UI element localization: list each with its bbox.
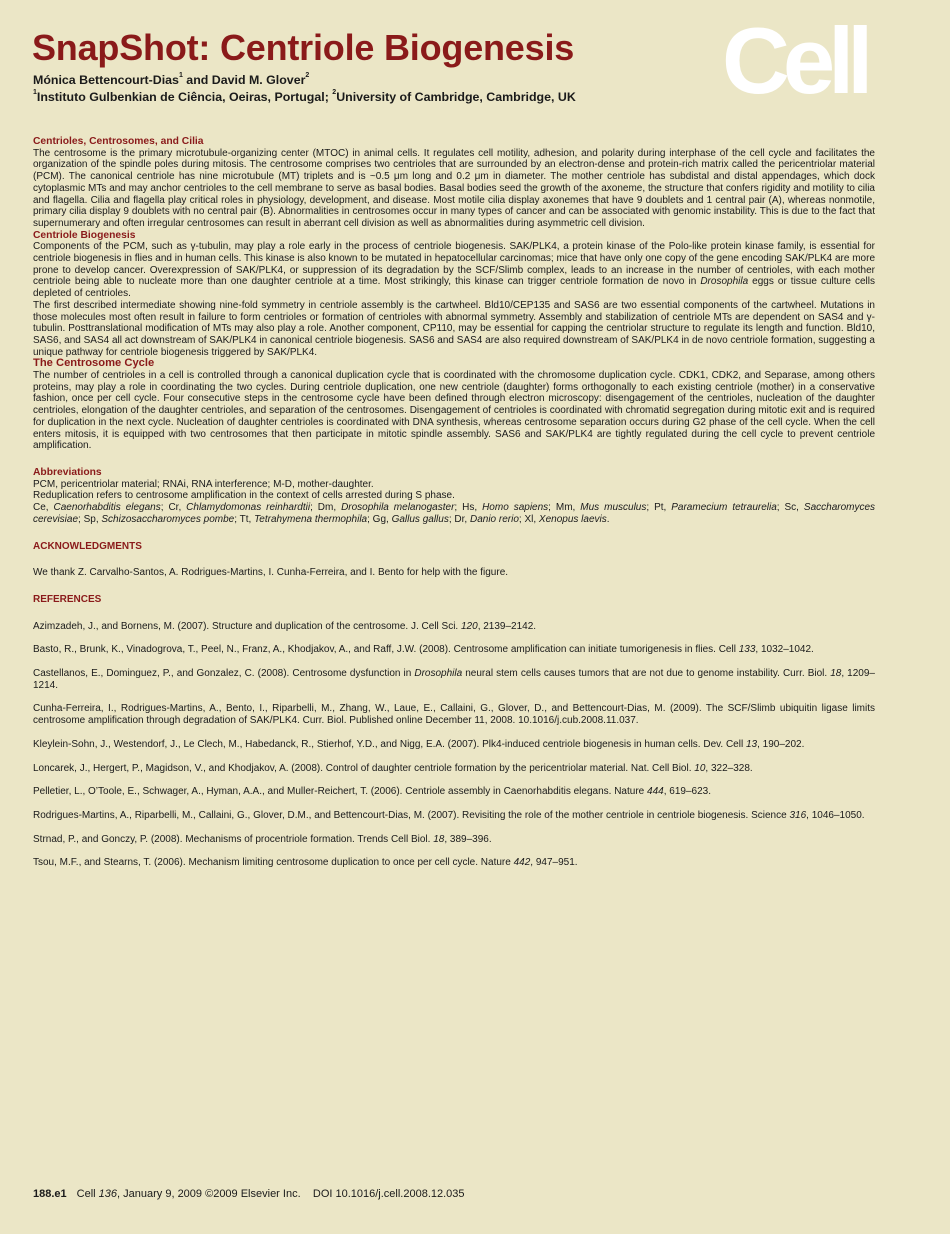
species-name: Tetrahymena thermophila bbox=[254, 513, 368, 525]
page-title: SnapShot: Centriole Biogenesis bbox=[32, 27, 575, 68]
article-body bbox=[33, 136, 875, 881]
reference-item: Strnad, P., and Gonczy, P. (2008). Mechanisms of procentriole formation. Trends Cell Biol. 18, 389–396. bbox=[33, 833, 492, 845]
section-text-cycle: The number of centrioles in a cell is controlled through a canonical duplication cycle that is coordinated with the chromosome duplication cycle. CDK1, CDK2, and Separase, among others proteins, may play a role in coordinating the two cycles. During centriole duplication, one new centriole (daughter) forms orthogonally to each existing centriole (mother) in a conservative fashion, once per cell cycle. Four consecutive steps in the centrosome cycle have been defined through electron microscopy: disengagement of the centrioles, nucleation of the daughter centrioles, elongation of the daughter centrioles, and separation of the centrosomes. Disengagement of centrioles is coordinated with chromatid segregation during mitotic exit and is required for duplication in the next cycle. Nucleation of daughter centrioles is coordinated with DNA synthesis, whereas centrosome separation occurs during G2 phase of the cell cycle. When the cell enters mitosis, it is equipped with two centrosomes that then participate in mitotic spindle assembly. SAS6 and SAK/PLK4 are tightly regulated during the cell cycle to prevent centriole amplification. bbox=[33, 370, 875, 452]
reference-list bbox=[33, 621, 875, 869]
references-heading: REFERENCES bbox=[33, 593, 102, 605]
section-text-biogenesis-1: Components of the PCM, such as γ-tubulin, may play a role early in the process of centriole biogenesis. SAK/PLK4, a protein kinase of the Polo-like protein kinase family, is essential for centriole biogenesis in flies and in human cells. This kinase is also known to be mutated in hepatocellular carcinomas; mice that have only one copy of the gene encoding SAK/PLK4 are more prone to develop cancer. Overexpression of SAK/PLK4, or suppression of its degradation by the SCF/Slimb complex, leads to an increase in the number of centrioles, with each mother centriole being able to nucleate more than one daughter centriole at a time. Most strikingly, this kinase can trigger centriole formation de novo in Drosophila eggs or tissue culture cells depleted of centrioles. bbox=[33, 241, 875, 300]
species-code: Gg, bbox=[372, 513, 392, 525]
reference-item: Kleylein-Sohn, J., Westendorf, J., Le Clech, M., Habedanck, R., Stierhof, Y.D., and Nigg, E.A. (2007). Plk4-induced centriole biogenesis in human cells. Dev. Cell 13, 190–202. bbox=[33, 738, 805, 750]
species-code: Pt, bbox=[654, 502, 672, 514]
abbreviations bbox=[33, 467, 875, 526]
reference-item: Rodrigues-Martins, A., Riparbelli, M., Callaini, G., Glover, D.M., and Bettencourt-Dias, M. (2007). Revisiting the role of the mother centriole in centriole biogenesis. Science 316, 1046–1050. bbox=[33, 809, 865, 821]
species-code: Dr, bbox=[454, 513, 470, 525]
page-footer: 188.e1 Cell 136, January 9, 2009 ©2009 Elsevier Inc. DOI 10.1016/j.cell.2008.12.035 bbox=[33, 1188, 465, 1200]
acknowledgments-text: We thank Z. Carvalho-Santos, A. Rodrigues-Martins, I. Cunha-Ferreira, and I. Bento for help with the figure. bbox=[33, 567, 509, 579]
page-number: 188.e1 bbox=[33, 1188, 67, 1200]
species-name: Gallus gallus bbox=[391, 513, 449, 525]
species-code: Tt, bbox=[239, 513, 255, 525]
species-abbreviations: Ce, Caenorhabditis elegans; Cr, Chlamydomonas reinhardtii; Dm, Drosophila melanogaster; Hs, Homo sapiens; Mm, Mus musculus; Pt, Paramecium tetraurelia; Sc, Saccharomyces cerevisiae; Sp, Schizosaccharomyces pombe; Tt, Tetrahymena thermophila; Gg, Gallus gallus; Dr, Danio rerio; Xl, Xenopus laevis. bbox=[33, 502, 876, 525]
section-heading-cilia: Centrioles, Centrosomes, and Cilia bbox=[33, 136, 204, 147]
affiliations: $^1$Instituto Gulbenkian de Ciência, Oeiras, Portugal; $^2$University of Cambridge, Cambridge, UK bbox=[33, 89, 576, 104]
section-text-cilia: The centrosome is the primary microtubule-organizing center (MTOC) in animal cells. It regulates cell motility, adhesion, and polarity during interphase of the cell cycle and facilitates the organization of the spindle poles during mitosis. The centrosome comprises two centrioles that are surrounded by an electron-dense and protein-rich matrix called the pericentriolar material (PCM). The canonical centriole has nine microtubule (MT) triplets and is ~0.5 μm long and 0.2 μm in diameter. The mother centriole has subdistal and distal appendages, which dock cytoplasmic MTs and may anchor centrioles to the cell membrane to serve as basal bodies. Basal bodies seed the growth of the axoneme, the structure that confers rigidity and motility to cilia and flagella. Cilia and flagella play critical roles in physiology, development, and disease. Most motile cilia display axonemes that have 9 doublets and 1 central pair (A), whereas nonmotile, primary cilia display 9 doublets with no central pair (B). Abnormalities in centrosomes occur in many types of cancer and can be associated with genomic instability. This is due to the fact that supernumerary and often irregular centrosomes can result in aberrant cell division as well as abnormalities during asymmetric cell division. bbox=[33, 147, 875, 229]
species-code: Mm, bbox=[555, 502, 581, 514]
cell-logo: Cell bbox=[722, 8, 867, 113]
species-code: Sc, bbox=[784, 502, 804, 514]
species-name: Drosophila melanogaster bbox=[341, 502, 455, 514]
abbreviations-heading: Abbreviations bbox=[33, 466, 102, 478]
species-name: Xenopus laevis bbox=[538, 513, 607, 525]
species-code: Dm, bbox=[317, 502, 342, 514]
reference-item: Tsou, M.F., and Stearns, T. (2006). Mechanism limiting centrosome duplication to once per cell cycle. Nature 442, 947–951. bbox=[33, 857, 578, 869]
reference-item: Basto, R., Brunk, K., Vinadogrova, T., Peel, N., Franz, A., Khodjakov, A., and Raff, J.W. (2008). Centrosome amplification can initiate tumorigenesis in flies. Cell 133, 1032–1042. bbox=[33, 644, 814, 656]
acknowledgments-heading: ACKNOWLEDGMENTS bbox=[33, 540, 142, 552]
doi: DOI 10.1016/j.cell.2008.12.035 bbox=[312, 1188, 465, 1200]
species-code: Hs, bbox=[462, 502, 483, 514]
reference-item: Castellanos, E., Dominguez, P., and Gonzalez, C. (2008). Centrosome dysfunction in Drosophila neural stem cells causes tumors that are not due to genome instability. Curr. Biol. 18, 1209–1214. bbox=[33, 668, 875, 691]
species-name: Paramecium tetraurelia bbox=[671, 502, 777, 514]
species-code: Ce, bbox=[33, 502, 54, 514]
species-name: Homo sapiens bbox=[482, 502, 549, 514]
species-code: Sp, bbox=[83, 513, 102, 525]
section-heading-biogenesis: Centriole Biogenesis bbox=[33, 229, 136, 241]
species-name: Caenorhabditis elegans bbox=[53, 502, 161, 514]
species-code: Xl, bbox=[524, 513, 539, 525]
species-name: Chlamydomonas reinhardtii bbox=[186, 502, 311, 514]
section-heading-cycle: The Centrosome Cycle bbox=[33, 357, 155, 370]
species-code: Cr, bbox=[168, 502, 187, 514]
species-name: Saccharomyces cerevisiae bbox=[33, 502, 876, 525]
species-name: Schizosaccharomyces pombe bbox=[101, 513, 235, 525]
reference-item: Pelletier, L., O’Toole, E., Schwager, A., Hyman, A.A., and Muller-Reichert, T. (2006). Centriole assembly in Caenorhabditis elegans. Nature 444, 619–623. bbox=[33, 786, 711, 798]
species-name: Mus musculus bbox=[580, 502, 647, 514]
abbreviations-line-1: PCM, pericentriolar material; RNAi, RNA interference; M-D, mother-daughter. bbox=[33, 478, 374, 490]
reference-item: Cunha-Ferreira, I., Rodrigues-Martins, A., Bento, I., Riparbelli, M., Zhang, W., Laue, E., Callaini, G., Glover, D., and Bettencourt-Dias, M. (2009). The SCF/Slimb ubiquitin ligase limits centrosome amplification through degradation of SAK/PLK4. Curr. Biol. Published online December 11, 2008. 10.1016/j.cub.2008.11.037. bbox=[33, 703, 875, 727]
abbreviations-line-2: Reduplication refers to centrosome amplification in the context of cells arrested during S phase. bbox=[33, 490, 455, 502]
reference-item: Azimzadeh, J., and Bornens, M. (2007). Structure and duplication of the centrosome. J. Cell Sci. 120, 2139–2142. bbox=[33, 620, 537, 632]
reference-item: Loncarek, J., Hergert, P., Magidson, V., and Khodjakov, A. (2008). Control of daughter centriole formation by the pericentriolar material. Nat. Cell Biol. 10, 322–328. bbox=[33, 762, 753, 774]
species-name: Danio rerio bbox=[469, 513, 519, 525]
authors: Mónica Bettencourt-Dias$^1$ and David M. Glover$^2$ bbox=[33, 72, 310, 87]
section-text-biogenesis-2: The first described intermediate showing nine-fold symmetry in centriole assembly is the cartwheel. Bld10/CEP135 and SAS6 are two essential components of the cartwheel. Mutations in those molecules most often result in failure to form centrioles or formation of centrioles with abnormal symmetry. Assembly and stabilization of centriole MTs are dependent on SAS4 and γ-tubulin. Posttranslational modification of MTs may also play a role. Another component, CP110, may be essential for capping the centriolar structure to regulate its length and function. Bld10, SAS6, and SAS4 all act downstream of SAK/PLK4 in canonical centriole biogenesis. SAS6 and SAS4 are also required downstream of SAK/PLK4 in de novo centriole formation, suggesting a unique pathway for centriole biogenesis triggered by SAK/PLK4. bbox=[33, 299, 875, 358]
